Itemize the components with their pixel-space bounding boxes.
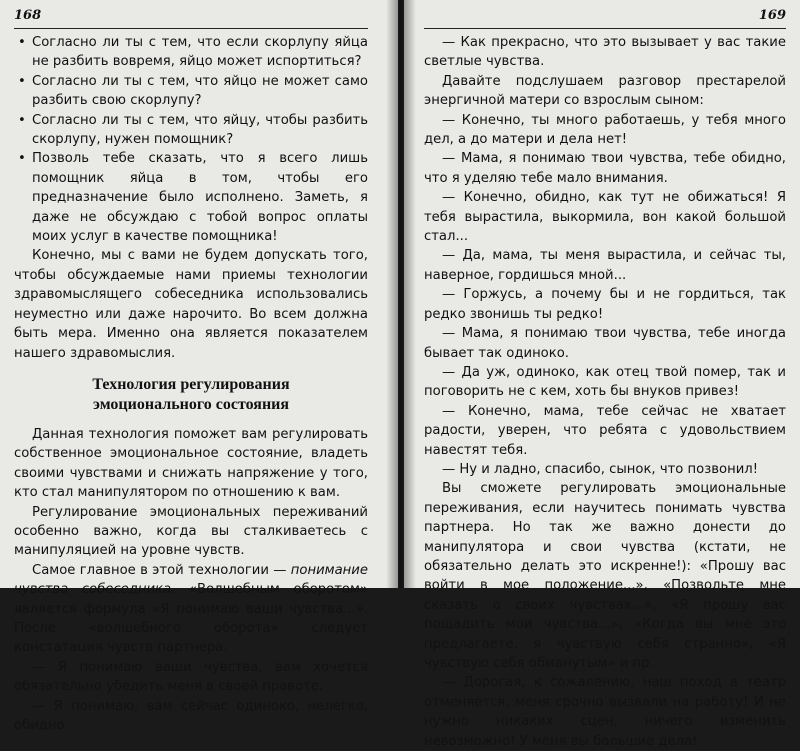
- dialogue-line: — Как прекрасно, что это вызывает у вас такие светлые чувства.: [424, 35, 786, 70]
- paragraph: Данная технология поможет вам регулировать собственное эмоциональное состояние, владеть своими чувствами и снижать напряжение у того, кто стал манипулятором по отношению к вам.: [14, 426, 368, 501]
- paragraph: Регулирование эмоциональных переживаний особенно важно, когда вы сталкиваетесь с манипуляцией на уровне чувств.: [14, 504, 368, 559]
- paragraph: [14, 561, 368, 658]
- bullet-item: • Согласно ли ты с тем, что яйцу, чтобы разбить скорлупу, нужен помощник?: [14, 111, 368, 150]
- paragraph: Давайте подслушаем разговор престарелой энергичной матери со взрослым сыном:: [424, 73, 786, 109]
- heading-line: Технология регулирования: [92, 375, 290, 393]
- right-page: [404, 0, 800, 749]
- paragraph: Конечно, мы с вами не будем допускать того, чтобы обсуждаемые нами приемы технологии здравомыслящего собеседника использовались неуместно или даже нарочито. Во всем должна быть мера. Именно она является показателем нашего здравомыслия.: [14, 248, 368, 361]
- paragraph: — Я понимаю ваши чувства, вам хочется обязательно убедить меня в своей правоте.: [14, 659, 368, 695]
- dialogue-line: — Ну и ладно, спасибо, сынок, что позвонил!: [442, 461, 759, 477]
- bullet-item: • Согласно ли ты с тем, что если скорлупу яйца не разбить вовремя, яйцо может испортиться?: [14, 33, 368, 72]
- paragraph: — Я понимаю, вам сейчас одиноко, нелегко, обидно.: [14, 698, 368, 733]
- emphasis-text: понимание чувства собеседника.: [14, 562, 368, 598]
- paragraph: Вы сможете регулировать эмоциональные переживания, если научитесь понимать чувства партнера. Но так же важно донести до манипулятора и свои чувства (кстати, не обязательно делать это искренне!): «Прошу вас войти в мое положение...», «Позвольте мне сказать о своих чувствах...», «Я прошу вас пощадить мои чувства...», «Когда вы мне это предлагаете, я чувствую себя странно», «Я чувствую себя обманутым» и пр.: [424, 481, 786, 671]
- paragraph-text: Самое главное в этой технологии —: [32, 562, 291, 578]
- paragraph-text: «Волшебным оборотом» является формула «Я понимаю ваши чувства...». После «волшебного оборота» следует констатация чувств партнера.: [14, 582, 368, 656]
- left-page: [0, 0, 398, 733]
- left-page-text: [14, 33, 368, 735]
- dialogue-line: — Конечно, обидно, как тут не обижаться! Я тебя вырастила, выкормила, вон какой большой стал...: [424, 190, 786, 245]
- dialogue-line: — Конечно, мама, тебе сейчас не хватает радости, уверен, что ребята с удовольствием навестят тебя.: [424, 403, 786, 458]
- dialogue-line: — Мама, я понимаю твои чувства, тебе обидно, что я уделяю тебе мало внимания.: [424, 151, 786, 186]
- page-number-right: 169: [424, 8, 786, 29]
- dialogue-line: — Да, мама, ты меня вырастила, и сейчас ты, наверное, гордишься мной...: [424, 248, 786, 283]
- dialogue-line: — Горжусь, а почему бы и не гордиться, так редко звонишь ты редко!: [424, 287, 786, 322]
- dialogue-line: — Мама, я понимаю твои чувства, тебе иногда бывает так одиноко.: [424, 326, 786, 361]
- right-page-text: [424, 33, 786, 751]
- section-heading: [14, 375, 368, 415]
- heading-line: эмоционального состояния: [92, 395, 290, 413]
- bullet-item: • Согласно ли ты с тем, что яйцо не может само разбить свою скорлупу?: [14, 72, 368, 111]
- dialogue-line: — Дорогая, к сожалению, наш поход в театр отменяется, меня срочно вызвали на работу! И не нужно никаких сцен, ничего изменить невозможно! У меня вы большие дела!: [424, 675, 786, 749]
- page-number-left: 168: [14, 8, 368, 29]
- dialogue-line: — Да уж, одиноко, как отец твой помер, так и поговорить не с кем, хоть бы внуков привез!: [424, 364, 786, 400]
- dialogue-line: — Конечно, ты много работаешь, у тебя много дел, а до матери и дела нет!: [424, 112, 786, 148]
- book-gutter: [386, 0, 416, 588]
- bullet-item: • Позволь тебе сказать, что я всего лишь помощник яйца в том, чтобы его предназначение было исполнено. Заметь, я даже не обсуждаю с тобой вопрос оплаты моих услуг в качестве помощника!: [14, 149, 368, 246]
